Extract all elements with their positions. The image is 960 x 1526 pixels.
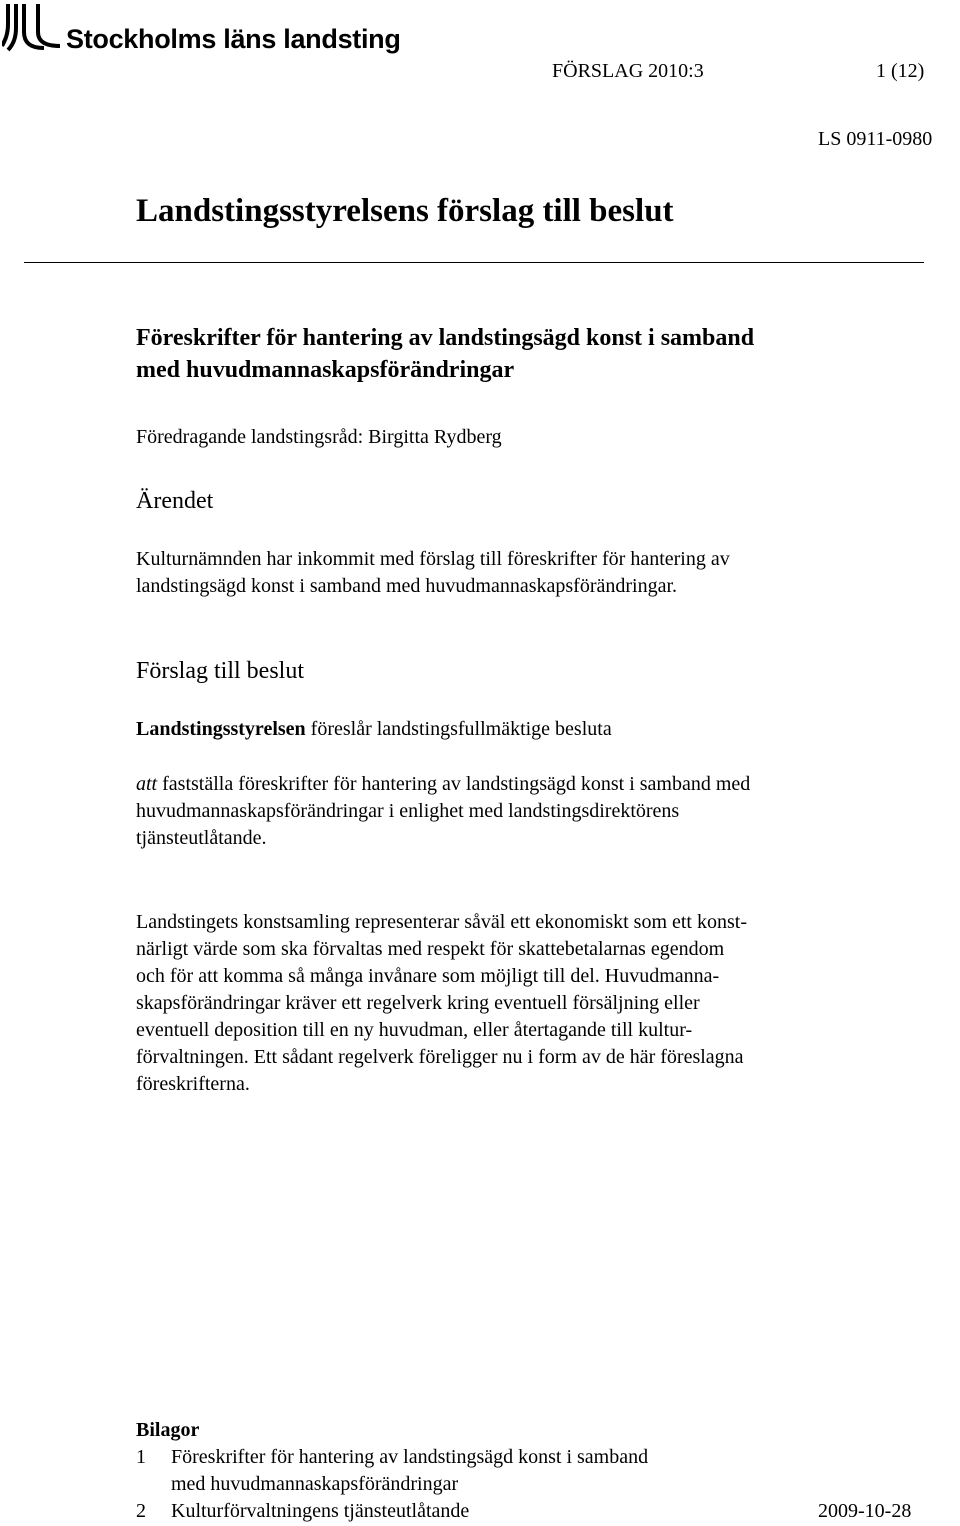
proposal-text: föreslår landstingsfullmäktige besluta — [305, 718, 612, 740]
paragraph-line: närligt värde som ska förvaltas med respekt för skattebetalarnas egendom — [136, 938, 725, 960]
arendet-paragraph — [136, 546, 730, 600]
page-title: Landstingsstyrelsens förslag till beslut — [136, 193, 674, 229]
paragraph-line: landstingsägd konst i samband med huvudmannaskapsförändringar. — [136, 575, 678, 597]
proposer-name: Landstingsstyrelsen — [136, 718, 306, 740]
attachment-item — [136, 1444, 936, 1498]
paragraph-line: förvaltningen. Ett sådant regelverk föreligger nu i form av de här föreslagna — [136, 1046, 744, 1068]
paragraph-line: eventuell deposition till en ny huvudman, eller återtagande till kultur- — [136, 1019, 693, 1041]
document-label: FÖRSLAG 2010:3 — [552, 60, 704, 82]
section-heading-arendet: Ärendet — [136, 488, 214, 514]
subtitle-line: Föreskrifter för hantering av landstingsägd konst i samband — [136, 325, 755, 351]
paragraph-line: och för att komma så många invånare som möjligt till del. Huvudmanna- — [136, 965, 720, 987]
att-word: att — [136, 773, 158, 795]
paragraph-line: Kulturnämnden har inkommit med förslag till föreskrifter för hantering av — [136, 548, 730, 570]
subtitle-line: med huvudmannaskapsförändringar — [136, 357, 515, 383]
attachments-heading: Bilagor — [136, 1419, 200, 1441]
section-heading-forslag: Förslag till beslut — [136, 658, 304, 684]
sll-logo-icon — [2, 2, 62, 52]
attachment-date: 2009-10-28 — [818, 1500, 912, 1522]
attachment-number: 2 — [136, 1500, 146, 1522]
att-clause — [136, 771, 750, 852]
attachment-title-continued: med huvudmannaskapsförändringar — [171, 1473, 459, 1495]
title-divider — [24, 262, 924, 263]
paragraph-line: tjänsteutlåtande. — [136, 827, 267, 849]
document-subtitle — [136, 322, 754, 386]
attachment-title: Kulturförvaltningens tjänsteutlåtande — [171, 1500, 470, 1522]
attachment-number: 1 — [136, 1446, 146, 1468]
attachment-title: Föreskrifter för hantering av landstingsägd konst i samband — [171, 1446, 649, 1468]
paragraph-line: Landstingets konstsamling representerar såväl ett ekonomiskt som ett konst- — [136, 911, 747, 933]
paragraph-line — [136, 771, 750, 798]
reference-number: LS 0911-0980 — [818, 128, 933, 150]
att-text: fastställa föreskrifter för hantering av landstingsägd konst i samband med — [157, 773, 751, 795]
logo-wordmark: Stockholms läns landsting — [66, 24, 401, 54]
paragraph-line: skapsförändringar kräver ett regelverk kring eventuell försäljning eller — [136, 992, 700, 1014]
proposal-line — [136, 716, 612, 743]
paragraph-line: föreskrifterna. — [136, 1073, 250, 1095]
body-paragraph — [136, 909, 747, 1098]
page-number: 1 (12) — [876, 60, 925, 82]
paragraph-line: huvudmannaskapsförändringar i enlighet med landstingsdirektörens — [136, 800, 680, 822]
attachment-item — [136, 1498, 936, 1525]
organization-logo — [0, 0, 420, 60]
presenter-line: Föredragande landstingsråd: Birgitta Rydberg — [136, 426, 502, 448]
